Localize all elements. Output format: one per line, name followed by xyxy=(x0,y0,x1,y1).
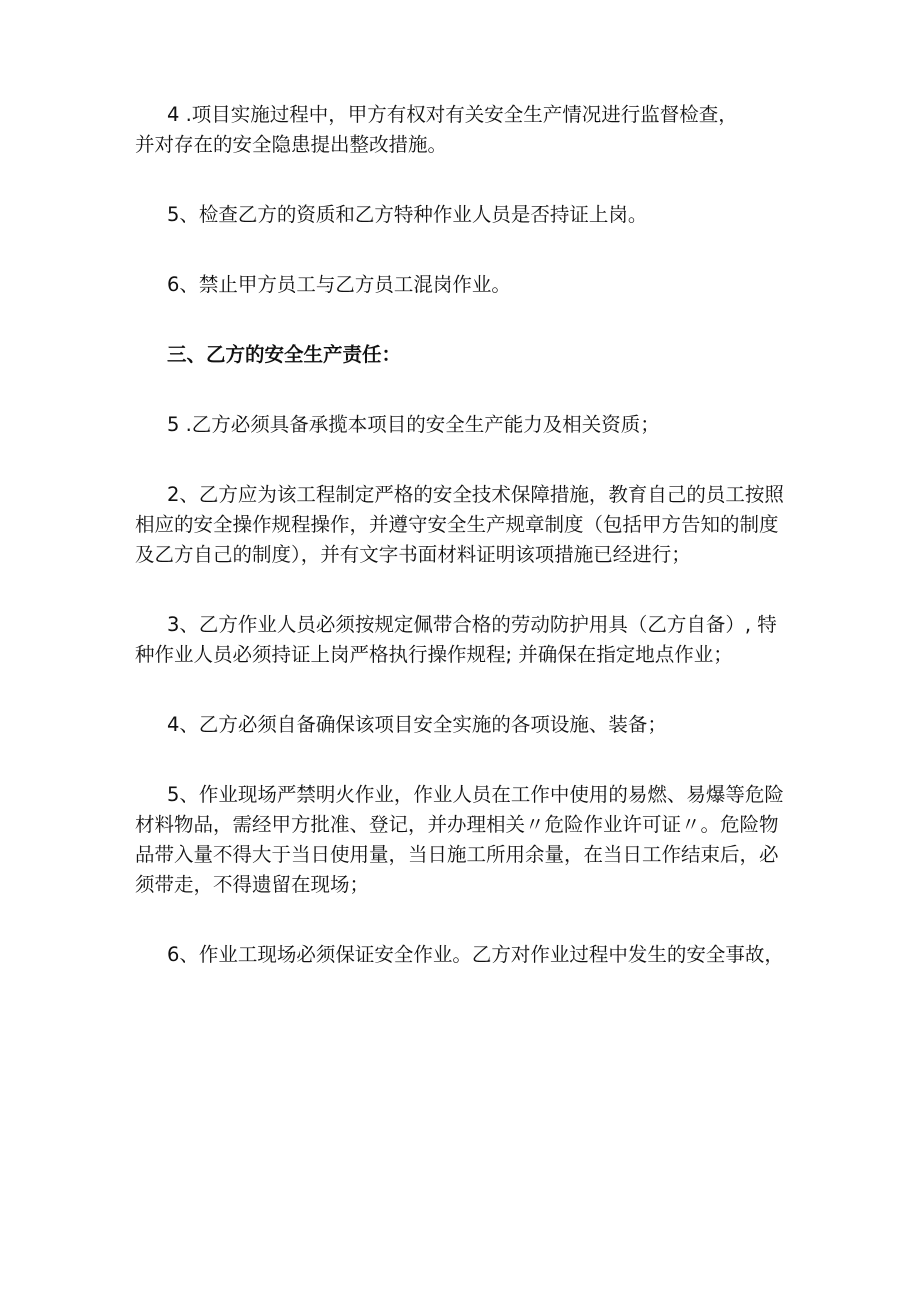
section-heading xyxy=(135,340,800,370)
text-line: 5、检查乙方的资质和乙方特种作业人员是否持证上岗。 xyxy=(167,203,648,226)
document-body xyxy=(135,100,800,970)
text-line: 并对存在的安全隐患提出整改措施。 xyxy=(135,133,448,156)
text-line: 材料物品，需经甲方批准、登记，并办理相关〃危险作业许可证〃。危险物 xyxy=(135,813,779,836)
paragraph-b-item-1 xyxy=(135,410,800,440)
text-line: 及乙方自己的制度），并有文字书面材料证明该项措施已经进行； xyxy=(135,543,691,566)
paragraph-b-item-5 xyxy=(135,780,800,900)
text-line: 6、作业工现场必须保证安全作业。乙方对作业过程中发生的安全事故， xyxy=(167,943,784,966)
text-line: 5 .乙方必须具备承揽本项目的安全生产能力及相关资质； xyxy=(167,413,660,436)
text-line: 2、乙方应为该工程制定严格的安全技术保障措施，教育自己的员工按照 xyxy=(167,483,784,506)
text-line: 相应的安全操作规程操作，并遵守安全生产规章制度（包括甲方告知的制度 xyxy=(135,513,779,536)
paragraph-item-4 xyxy=(135,100,800,160)
paragraph-item-6 xyxy=(135,270,800,300)
paragraph-b-item-2 xyxy=(135,480,800,570)
text-line: 4、乙方必须自备确保该项目安全实施的各项设施、装备； xyxy=(167,713,667,736)
text-line: 须带走，不得遗留在现场； xyxy=(135,873,370,896)
section-heading-text: 三、乙方的安全生产责任： xyxy=(167,343,402,366)
text-line: 3、乙方作业人员必须按规定佩带合格的劳动防护用具（乙方自备）, 特 xyxy=(167,613,777,636)
paragraph-b-item-6 xyxy=(135,940,800,970)
text-line: 种作业人员必须持证上岗严格执行操作规程; 并确保在指定地点作业； xyxy=(135,643,733,666)
text-line: 6、禁止甲方员工与乙方员工混岗作业。 xyxy=(167,273,511,296)
text-line: 5、作业现场严禁明火作业，作业人员在工作中使用的易燃、易爆等危险 xyxy=(167,783,784,806)
text-line: 4 .项目实施过程中，甲方有权对有关安全生产情况进行监督检查， xyxy=(167,103,738,126)
text-line: 品带入量不得大于当日使用量，当日施工所用余量，在当日工作结束后，必 xyxy=(135,843,779,866)
paragraph-item-5 xyxy=(135,200,800,230)
paragraph-b-item-3 xyxy=(135,610,800,670)
paragraph-b-item-4 xyxy=(135,710,800,740)
